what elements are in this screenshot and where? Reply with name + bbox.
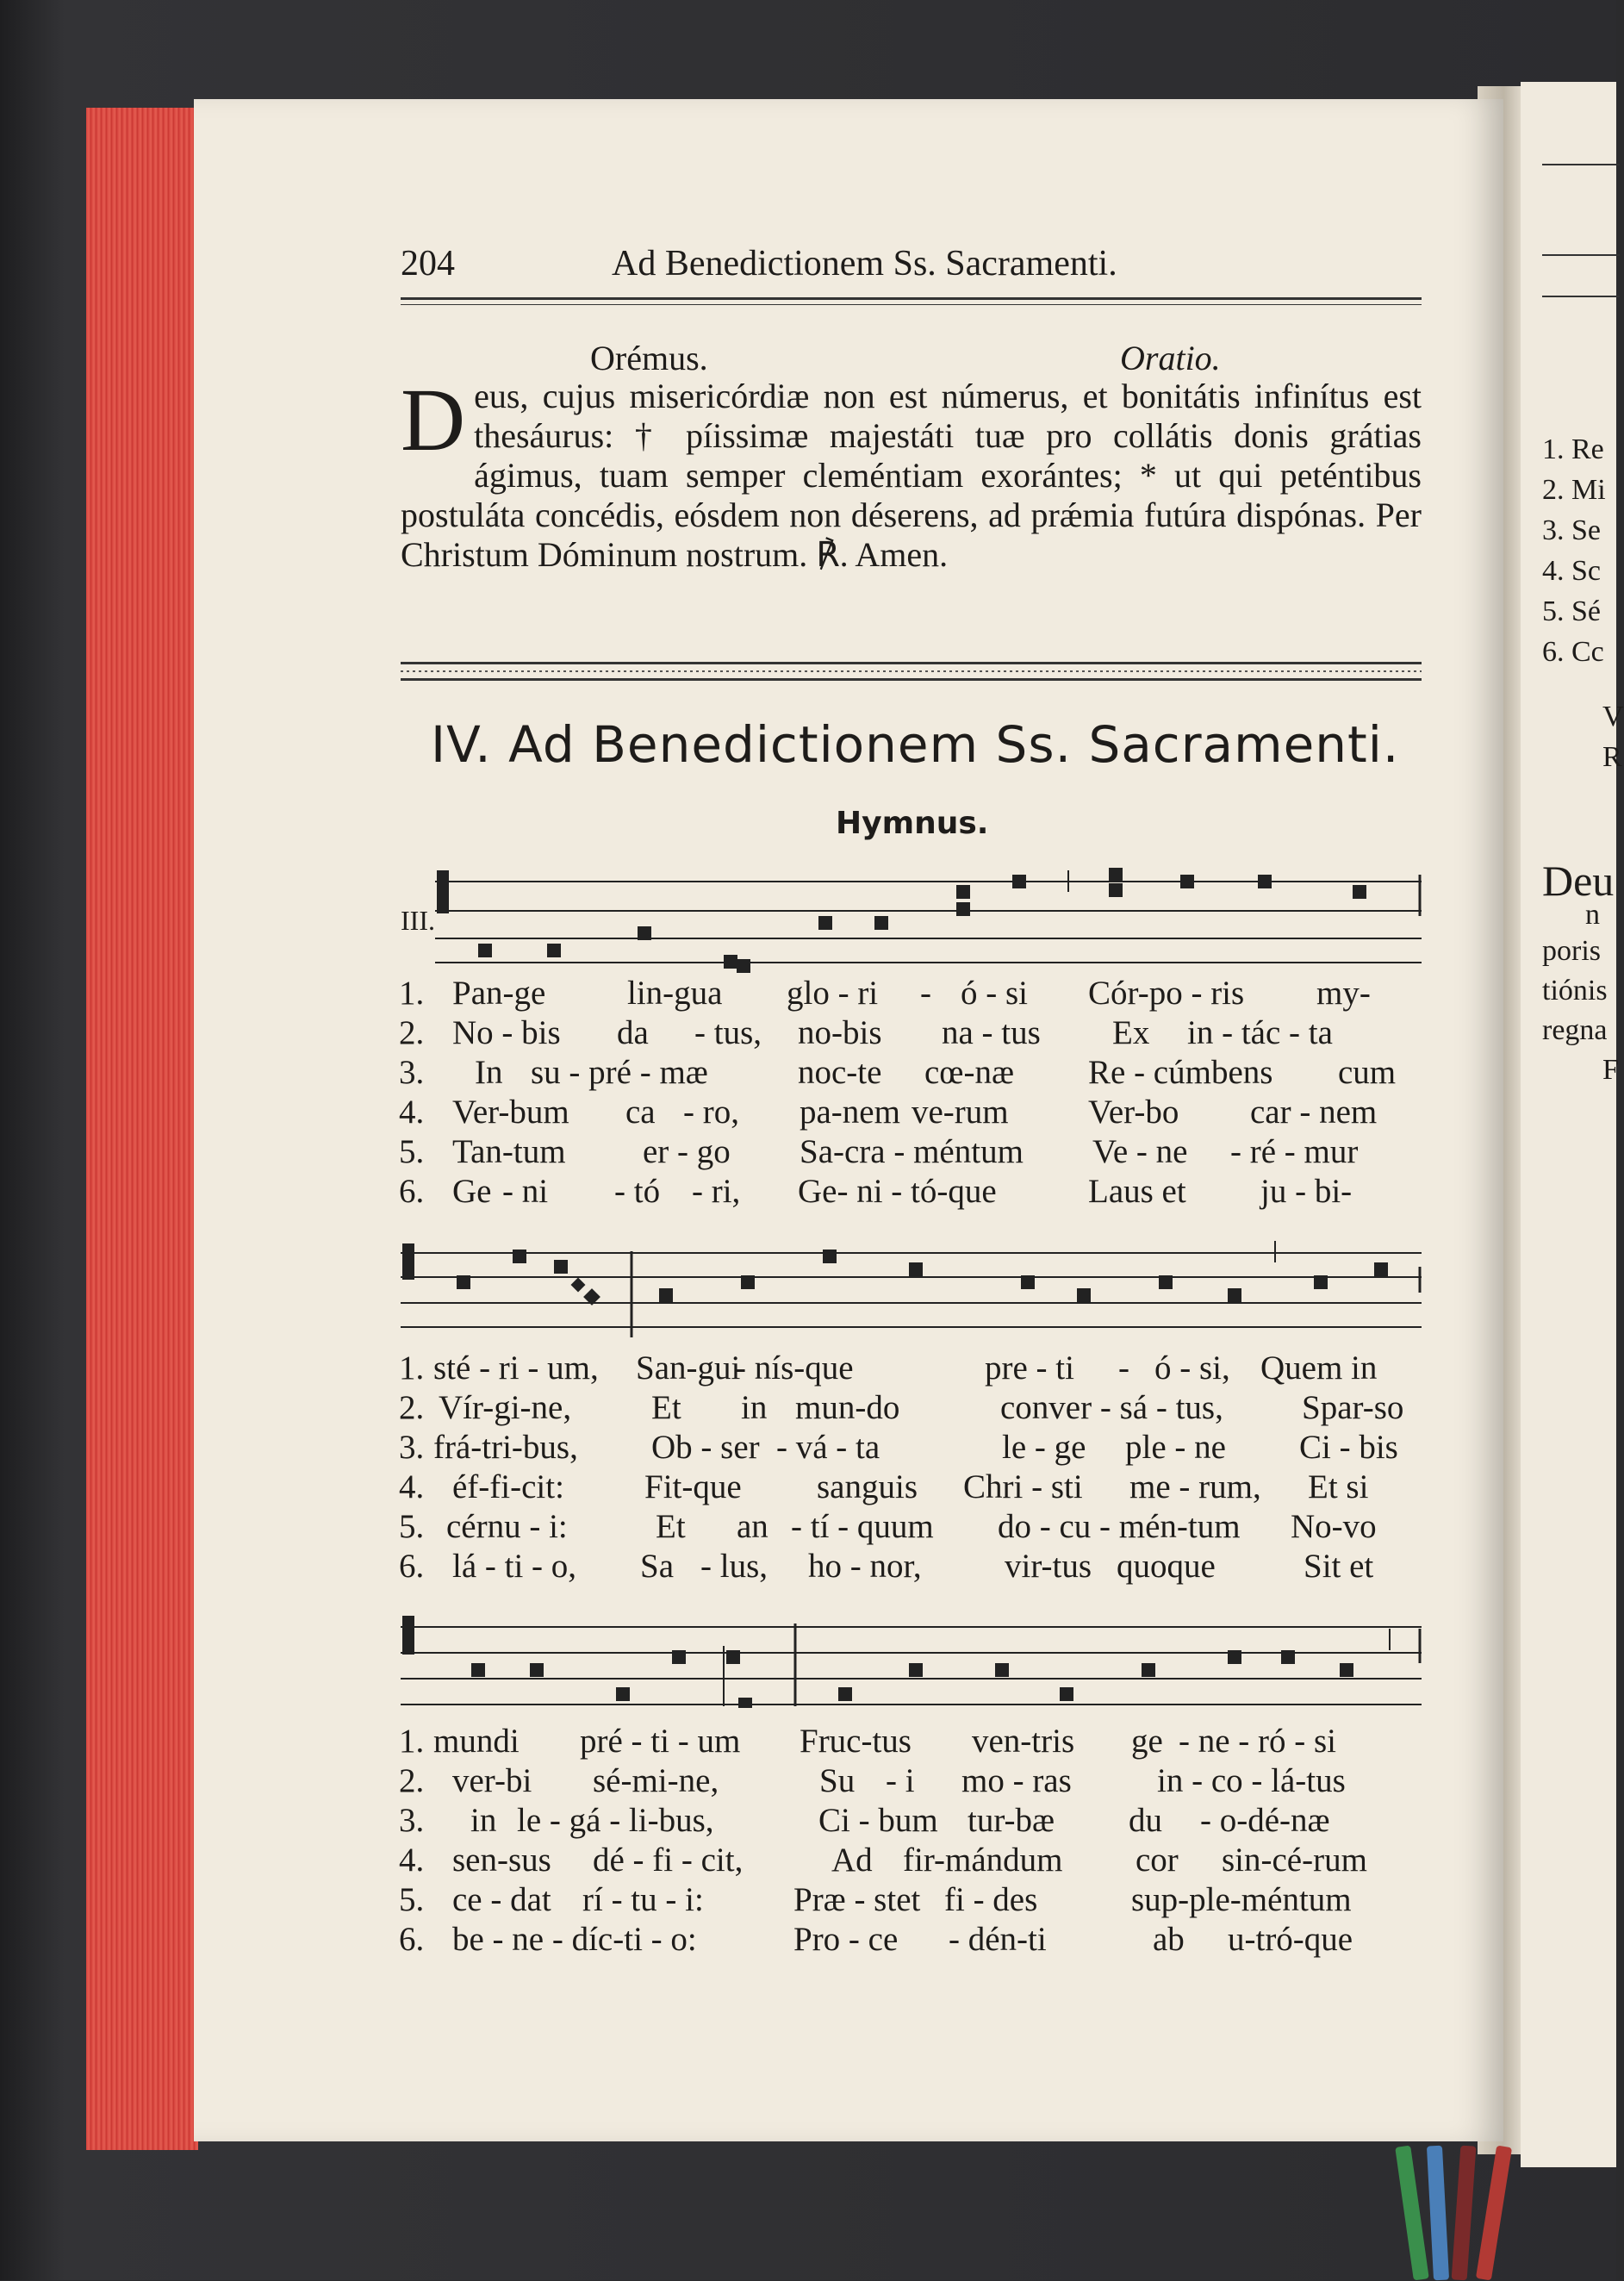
clef-icon (402, 1616, 414, 1655)
syllables: sup-ple-méntum (1131, 1881, 1352, 1918)
syllables: cum (1338, 1054, 1397, 1091)
syllables: sté - ri - um, (433, 1349, 599, 1387)
syllables: Chri - sti (963, 1468, 1083, 1505)
syllables: - (1118, 1349, 1129, 1387)
syllables: conver - sá - tus, (1000, 1389, 1223, 1426)
syllables: lin-gua (627, 975, 723, 1012)
syllables: Pan-ge (452, 975, 546, 1012)
facing-line: 3. Se (1542, 514, 1601, 546)
syllables: mo - ras (961, 1762, 1072, 1799)
syllables: pa-nem (800, 1094, 900, 1131)
drop-cap: D (401, 371, 466, 470)
syllables: an (737, 1508, 768, 1545)
syllables: ó - si (961, 975, 1028, 1012)
syllables: cœ-næ (924, 1054, 1014, 1091)
facing-line: R (1602, 741, 1622, 773)
syllables: sen-sus (452, 1842, 551, 1879)
syllables: Et si (1308, 1468, 1369, 1505)
clef-icon (402, 1243, 414, 1280)
syllables: Ge (452, 1173, 492, 1210)
syllables: Ge- ni - tó-que (798, 1173, 997, 1210)
bookmark-ribbons (1387, 2146, 1534, 2280)
syllables: pre - ti (985, 1349, 1074, 1387)
syllables: Præ - stet (793, 1881, 921, 1918)
clef-icon (437, 870, 449, 913)
syllables: sin-cé-rum (1222, 1842, 1367, 1879)
syllables: ver-bi (452, 1762, 532, 1799)
syllables: er - go (643, 1133, 731, 1170)
syllables: Ad (831, 1842, 873, 1879)
syllables: Et (656, 1508, 686, 1545)
syllables: ho - nor, (808, 1548, 922, 1585)
facing-line: n (1585, 899, 1600, 931)
oratio-label: Oratio. (1120, 339, 1221, 377)
syllables: éf-fi-cit: (452, 1468, 564, 1505)
syllables: - ne - ró - si (1179, 1723, 1337, 1760)
syllables: In (475, 1054, 503, 1091)
syllables: ge (1131, 1723, 1163, 1760)
syllables: do - cu - mén-tum (998, 1508, 1241, 1545)
syllables: Su (819, 1762, 856, 1799)
header-rule (401, 297, 1422, 300)
syllables: - o-dé-næ (1200, 1802, 1330, 1839)
syllables: - nís-que (735, 1349, 854, 1387)
syllables: Sa-cra - méntum (800, 1133, 1024, 1170)
syllables: me - rum, (1129, 1468, 1261, 1505)
syllables: Laus et (1088, 1173, 1186, 1210)
syllables: Ob - ser (651, 1429, 760, 1466)
syllables: le - ge (1002, 1429, 1086, 1466)
verse-number: 1. (399, 975, 425, 1012)
syllables: in - co - lá-tus (1157, 1762, 1346, 1799)
syllables: car - nem (1250, 1094, 1378, 1131)
syllables: be - ne - díc-ti - o: (452, 1921, 697, 1958)
syllables: cérnu - i: (446, 1508, 568, 1545)
syllables: du (1129, 1802, 1162, 1839)
chant-staff-2 (401, 1241, 1422, 1336)
verse-number: 3. (399, 1429, 425, 1466)
facing-line: F (1602, 1054, 1619, 1086)
syllables: mun-do (795, 1389, 900, 1426)
syllables: ca (625, 1094, 656, 1131)
syllables: Quem in (1260, 1349, 1378, 1387)
facing-line: poris (1542, 935, 1601, 967)
chant-staff-1 (401, 866, 1422, 961)
syllables: Et (651, 1389, 681, 1426)
syllables: No-vo (1291, 1508, 1377, 1545)
oremus-heading: Orémus. (590, 339, 708, 377)
section-title: IV. Ad Benedictionem Ss. Sacramenti. (431, 715, 1400, 774)
verse-number: 1. (399, 1723, 425, 1760)
syllables: lá - ti - o, (452, 1548, 577, 1585)
syllables: - tí - quum (791, 1508, 934, 1545)
syllables: Ci - bis (1299, 1429, 1398, 1466)
syllables: su - pré - mæ (531, 1054, 708, 1091)
facing-line: 1. Re (1542, 433, 1604, 465)
facing-line: tiónis (1542, 975, 1608, 1007)
facing-line: V (1602, 701, 1624, 732)
syllables: Pro - ce (793, 1921, 899, 1958)
syllables: cor (1136, 1842, 1179, 1879)
syllables: Vír-gi-ne, (439, 1389, 572, 1426)
header-rule-thin (401, 304, 1422, 305)
syllables: - i (886, 1762, 915, 1799)
syllables: ce - dat (452, 1881, 551, 1918)
verse-number: 3. (399, 1802, 425, 1839)
prayer-body: eus, cujus misericórdiæ non est númerus, et bonitátis infinítus est thesáurus: † píissimæ majestáti tuæ pro collátis donis grátias ágimus, tuam semper cleméntiam exorántes; * ut qui peténtibus postuláta concédis, eósdem non déserens, ad prǽmia futúra dispónas. Per Christum Dóminum nostrum. ℟. Amen. (401, 377, 1422, 574)
syllables: Re - cúmbens (1088, 1054, 1273, 1091)
syllables: fi - des (944, 1881, 1038, 1918)
verse-number: 4. (399, 1094, 425, 1131)
facing-line: regna (1542, 1014, 1608, 1046)
syllables: ó - si, (1154, 1349, 1230, 1387)
facing-line: 2. Mi (1542, 474, 1606, 506)
syllables: Ver-bo (1088, 1094, 1179, 1131)
verse-number: 5. (399, 1881, 425, 1918)
verse-number: 2. (399, 1762, 425, 1799)
syllables: no-bis (798, 1014, 882, 1051)
verse-number: 5. (399, 1133, 425, 1170)
verse-number: 2. (399, 1389, 425, 1426)
syllables: pré - ti - um (580, 1723, 741, 1760)
hymn-subtitle: Hymnus. (836, 806, 989, 841)
verse-number: 3. (399, 1054, 425, 1091)
verse-number: 6. (399, 1548, 425, 1585)
verse-number: 4. (399, 1468, 425, 1505)
syllables: in (741, 1389, 768, 1426)
syllables: - tó (614, 1173, 661, 1210)
syllables: glo - ri (787, 975, 879, 1012)
syllables: quoque (1117, 1548, 1216, 1585)
syllables: - dén-ti (949, 1921, 1047, 1958)
facing-page (1521, 82, 1624, 2167)
facing-line: Deu (1542, 857, 1615, 905)
syllables: ab (1153, 1921, 1185, 1958)
page-number: 204 (401, 244, 455, 284)
syllables: vir-tus (1005, 1548, 1092, 1585)
verse-number: 1. (399, 1349, 425, 1387)
syllables: ju - bi- (1260, 1173, 1353, 1210)
running-title: Ad Benedictionem Ss. Sacramenti. (612, 244, 1117, 284)
syllables: Fruc-tus (800, 1723, 912, 1760)
chant-mode: III. (401, 905, 435, 936)
syllables: - ro, (683, 1094, 739, 1131)
verse-number: 6. (399, 1173, 425, 1210)
verse-number: 4. (399, 1842, 425, 1879)
syllables: No - bis (452, 1014, 561, 1051)
syllables: Fit-que (644, 1468, 742, 1505)
syllables: - ré - mur (1230, 1133, 1359, 1170)
syllables: Tan-tum (452, 1133, 566, 1170)
syllables: na - tus (942, 1014, 1041, 1051)
syllables: sanguis (817, 1468, 918, 1505)
syllables: Sit et (1304, 1548, 1374, 1585)
syllables: my- (1316, 975, 1371, 1012)
facing-line: 6. Cc (1542, 636, 1604, 668)
syllables: Spar-so (1302, 1389, 1404, 1426)
syllables: rí - tu - i: (582, 1881, 704, 1918)
syllables: ven-tris (972, 1723, 1075, 1760)
facing-line: 5. Sé (1542, 595, 1601, 627)
syllables: u-tró-que (1228, 1921, 1353, 1958)
syllables: le - gá - li-bus, (517, 1802, 714, 1839)
prayer-text (401, 371, 1422, 575)
verse-number: 5. (399, 1508, 425, 1545)
syllables: dé - fi - cit, (593, 1842, 744, 1879)
syllables: Ex (1112, 1014, 1150, 1051)
syllables: Cór-po - ris (1088, 975, 1245, 1012)
syllables: - (920, 975, 931, 1012)
chant-staff-3 (401, 1611, 1422, 1706)
syllables: tur-bæ (968, 1802, 1055, 1839)
red-page-edges (86, 108, 198, 2150)
syllables: - vá - ta (776, 1429, 880, 1466)
syllables: San-gui (636, 1349, 741, 1387)
syllables: - ri, (692, 1173, 741, 1210)
syllables: fir-mándum (903, 1842, 1063, 1879)
syllables: Ve - ne (1092, 1133, 1188, 1170)
syllables: Sa (640, 1548, 674, 1585)
running-header (401, 243, 1422, 286)
syllables: - ni (502, 1173, 549, 1210)
syllables: mundi (433, 1723, 520, 1760)
syllables: in (470, 1802, 497, 1839)
syllables: - tus, (694, 1014, 762, 1051)
verse-number: 2. (399, 1014, 425, 1051)
syllables: ple - ne (1125, 1429, 1226, 1466)
syllables: ve-rum (912, 1094, 1009, 1131)
syllables: frá-tri-bus, (433, 1429, 578, 1466)
syllables: Ci - bum (818, 1802, 938, 1839)
syllables: - lus, (700, 1548, 768, 1585)
facing-line: 4. Sc (1542, 555, 1601, 587)
syllables: sé-mi-ne, (593, 1762, 719, 1799)
syllables: in - tác - ta (1187, 1014, 1333, 1051)
syllables: Ver-bum (452, 1094, 569, 1131)
syllables: noc-te (798, 1054, 882, 1091)
syllables: da (617, 1014, 649, 1051)
section-divider (401, 662, 1422, 681)
verse-number: 6. (399, 1921, 425, 1958)
